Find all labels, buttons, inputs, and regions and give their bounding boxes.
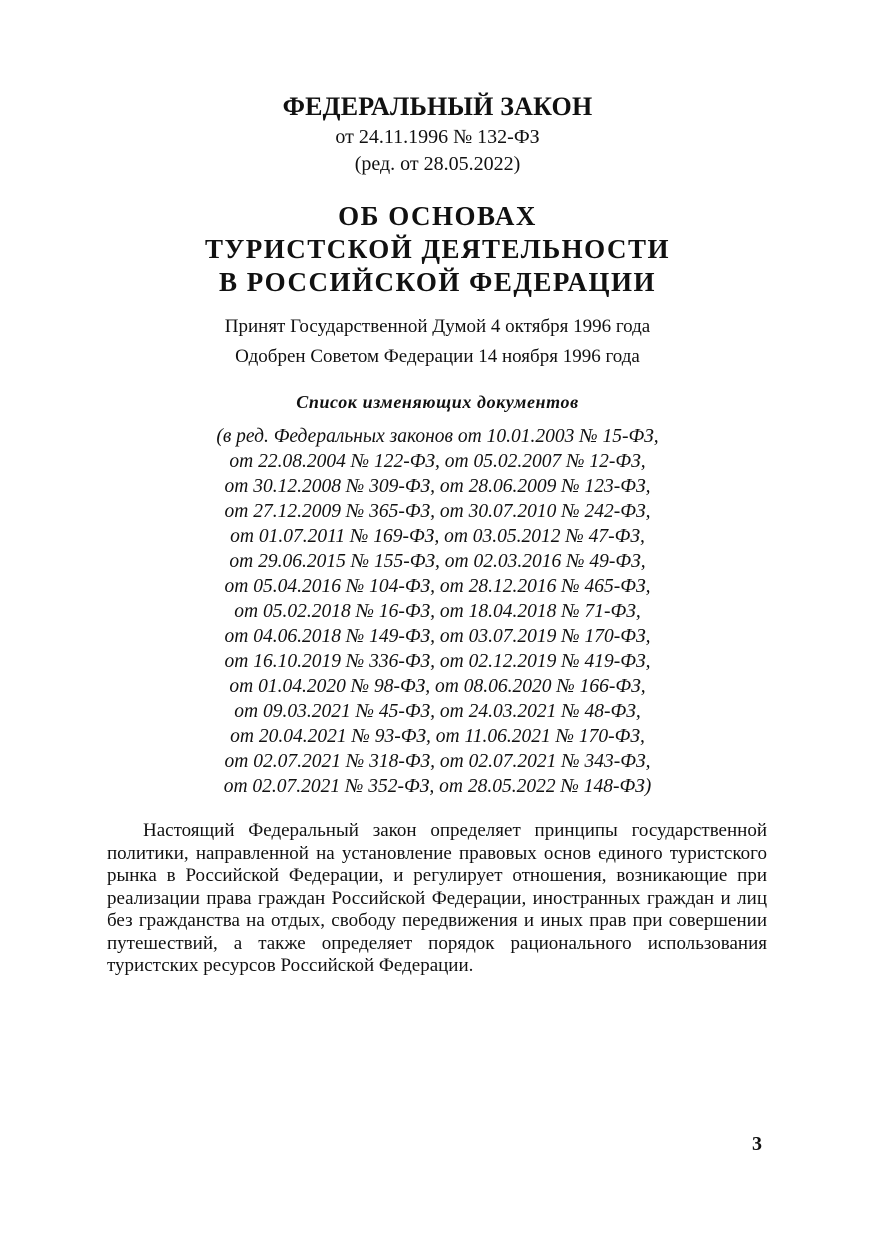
- changes-list-line: от 01.07.2011 № 169-ФЗ, от 03.05.2012 № 47-ФЗ,: [230, 526, 645, 547]
- changes-list-line: от 05.02.2018 № 16-ФЗ, от 18.04.2018 № 71-ФЗ,: [234, 601, 641, 622]
- law-title-line-3: В РОССИЙСКОЙ ФЕДЕРАЦИИ: [219, 267, 656, 297]
- changes-list-line: от 02.07.2021 № 352-ФЗ, от 28.05.2022 № 148-ФЗ): [223, 776, 652, 797]
- changes-list-title: Список изменяющих документов: [296, 392, 579, 412]
- law-date-number: от 24.11.1996 № 132-ФЗ: [335, 126, 540, 148]
- changes-list-line: от 30.12.2008 № 309-ФЗ, от 28.06.2009 № 123-ФЗ,: [224, 476, 651, 497]
- preamble-paragraph: Настоящий Федеральный закон определяет принципы государственной политики, направленной на установление правовых основ единого туристского рынка в Российской Федерации, и регулирует отношения, возникающие при реализации права граждан Российской Федерации, иностранных граждан и лиц без гражданства на отдых, свободу передвижения и иных прав при совершении путешествий, а также определяет порядок рационального использования туристских ресурсов Российской Федерации.: [107, 820, 767, 976]
- changes-list-line: от 16.10.2019 № 336-ФЗ, от 02.12.2019 № 419-ФЗ,: [224, 651, 651, 672]
- changes-list-line: от 01.04.2020 № 98-ФЗ, от 08.06.2020 № 166-ФЗ,: [229, 676, 646, 697]
- law-title: [0, 200, 875, 299]
- changes-list-line: от 09.03.2021 № 45-ФЗ, от 24.03.2021 № 48-ФЗ,: [234, 701, 641, 722]
- changes-list-line: от 04.06.2018 № 149-ФЗ, от 03.07.2019 № 170-ФЗ,: [224, 626, 651, 647]
- changes-list-line: от 22.08.2004 № 122-ФЗ, от 05.02.2007 № 12-ФЗ,: [229, 451, 646, 472]
- law-type-heading: ФЕДЕРАЛЬНЫЙ ЗАКОН: [282, 92, 593, 121]
- law-title-line-1: ОБ ОСНОВАХ: [338, 201, 537, 231]
- adopted-note: Принят Государственной Думой 4 октября 1996 года: [224, 316, 651, 337]
- changes-list-line: от 20.04.2021 № 93-ФЗ, от 11.06.2021 № 170-ФЗ,: [230, 726, 645, 747]
- law-edition: (ред. от 28.05.2022): [354, 153, 521, 175]
- law-title-line-2: ТУРИСТСКОЙ ДЕЯТЕЛЬНОСТИ: [204, 234, 671, 264]
- changes-list-line: от 27.12.2009 № 365-ФЗ, от 30.07.2010 № 242-ФЗ,: [224, 501, 651, 522]
- changes-list-line: (в ред. Федеральных законов от 10.01.2003 № 15-ФЗ,: [216, 426, 659, 447]
- page-number: 3: [752, 1133, 762, 1155]
- changes-list: [0, 424, 875, 799]
- approved-note: Одобрен Советом Федерации 14 ноября 1996 года: [235, 346, 640, 367]
- changes-list-line: от 29.06.2015 № 155-ФЗ, от 02.03.2016 № 49-ФЗ,: [229, 551, 646, 572]
- changes-list-line: от 02.07.2021 № 318-ФЗ, от 02.07.2021 № 343-ФЗ,: [224, 751, 651, 772]
- changes-list-line: от 05.04.2016 № 104-ФЗ, от 28.12.2016 № 465-ФЗ,: [224, 576, 651, 597]
